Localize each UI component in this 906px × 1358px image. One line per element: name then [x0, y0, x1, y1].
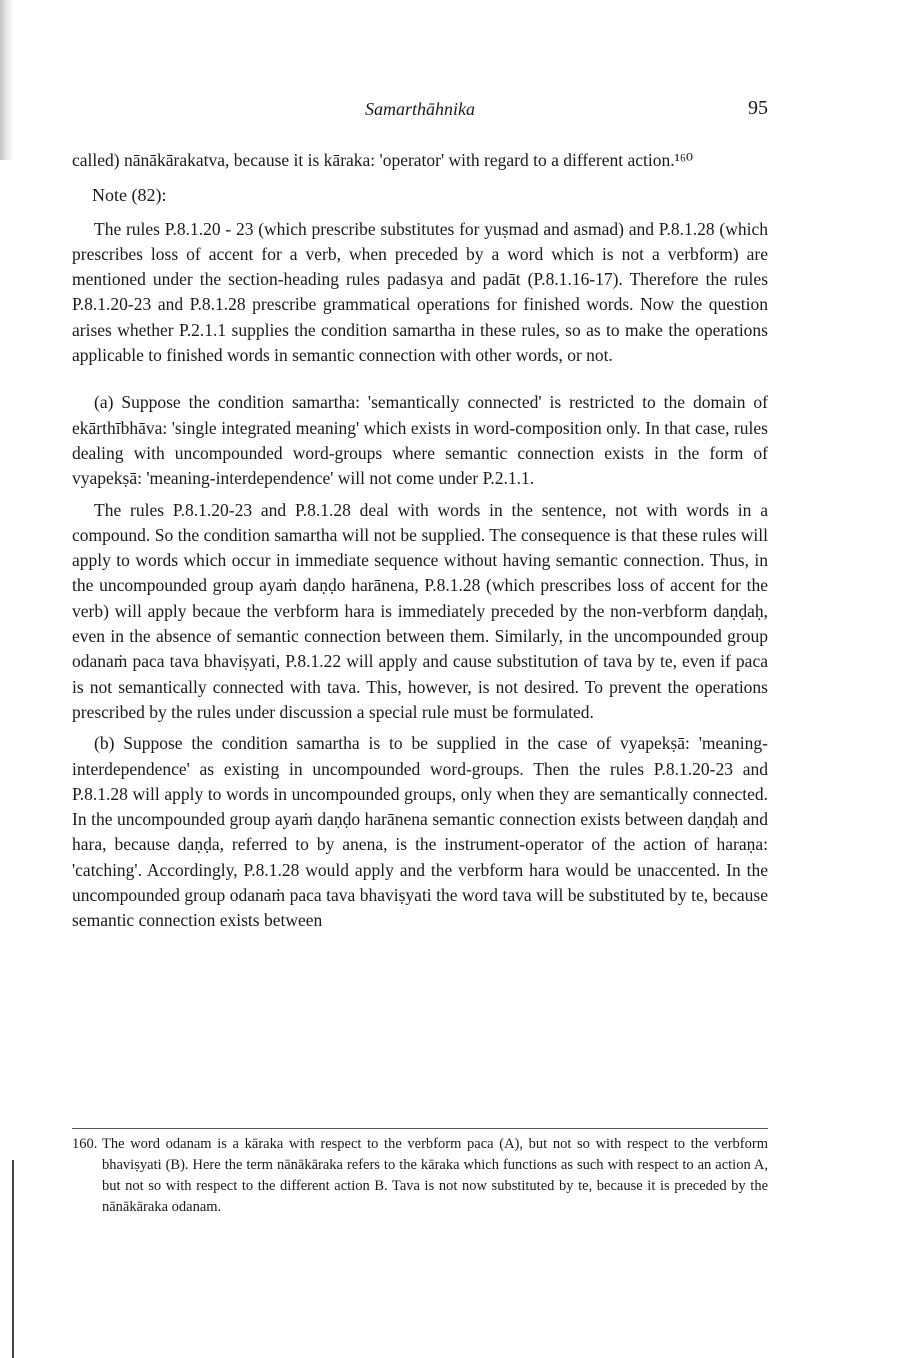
page-edge-line	[12, 1160, 14, 1358]
footnote-number: 160.	[72, 1136, 98, 1152]
footnote	[72, 1134, 768, 1218]
page-body	[72, 148, 768, 934]
page-number: 95	[748, 97, 768, 119]
running-head: Samarthāhnika	[365, 99, 475, 119]
paragraph-1: The rules P.8.1.20 - 23 (which prescribe substitutes for yuṣmad and asmad) and P.8.1.28 (which prescribes loss of accent for a verb, when preceded by a word which is not a verbform) are mentioned under the section-heading rules padasya and padāt (P.8.1.16-17). Therefore the rules P.8.1.20-23 and P.8.1.28 prescribe grammatical operations for finished words. Now the question arises whether P.2.1.1 supplies the condition samartha in these rules, so as to make the operations applicable to finished words in semantic connection with other words, or not.	[72, 218, 768, 366]
paragraph-intro: called) nānākārakatva, because it is kāraka: 'operator' with regard to a different action.¹⁶⁰	[72, 150, 694, 170]
page-header	[72, 97, 768, 125]
note-heading: Note (82):	[92, 185, 167, 206]
footnote-rule	[72, 1128, 768, 1129]
paragraph-4: (b) Suppose the condition samartha is to be supplied in the case of vyapekṣā: 'meaning-interdependence' as existing in uncompounded word-groups. Then the rules P.8.1.20-23 and P.8.1.28 will apply to words in uncompounded groups, only when they are semantically connected. In the uncompounded group ayaṁ daṇḍo harānena semantic connection exists between daṇḍaḥ and hara, because daṇḍa, referred to by anena, is the instrument-operator of the action of haraṇa: 'catching'. Accordingly, P.8.1.28 would apply and the verbform hara would be unaccented. In the uncompounded group odanaṁ paca tava bhaviṣyati the word tava will be substituted by te, because semantic connection exists between	[72, 733, 768, 931]
paragraph-3: The rules P.8.1.20-23 and P.8.1.28 deal with words in the sentence, not with words in a compound. So the condition samartha will not be supplied. The consequence is that these rules will apply to words which occur in immediate sequence without having semantic connection. Thus, in the uncompounded group ayaṁ daṇḍo harānena, P.8.1.28 (which prescribes loss of accent for the verb) will apply becaue the verbform hara is immediately preceded by the non-verbform daṇḍaḥ, even in the absence of semantic connection between them. Similarly, in the uncompounded group odanaṁ paca tava bhaviṣyati, P.8.1.22 will apply and cause substitution of tava by te, even if paca is not semantically connected with tava. This, however, is not desired. To prevent the operations prescribed by the rules under discussion a special rule must be formulated.	[72, 499, 768, 722]
paragraph-2: (a) Suppose the condition samartha: 'semantically connected' is restricted to the domain of ekārthībhāva: 'single integrated meaning' which exists in word-composition only. In that case, rules dealing with uncompounded word-groups where semantic connection exists in the form of vyapekṣā: 'meaning-interdependence' will not come under P.2.1.1.	[72, 392, 768, 489]
page-edge-shadow	[0, 0, 14, 160]
footnote-text: The word odanam is a kāraka with respect to the verbform paca (A), but not so with respect to the verbform bhaviṣyati (B). Here the term nānākāraka refers to the kāraka which functions as such with respect to an action A, but not so with respect to the different action B. Tava is not now substituted by te, because it is preceded by the nānākāraka odanam.	[102, 1136, 768, 1215]
